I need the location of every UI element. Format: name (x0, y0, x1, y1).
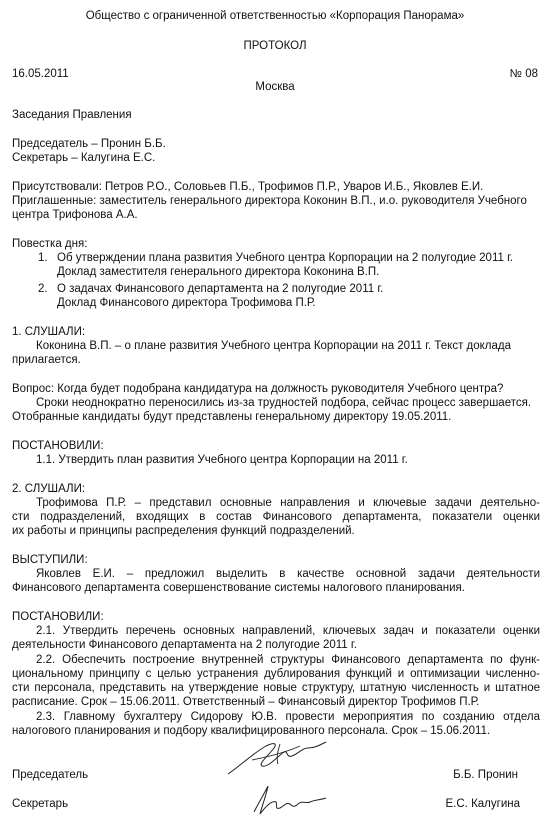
spoke-title: ВЫСТУПИЛИ: (12, 554, 88, 566)
decision-2-3: налогового планирования и подбору квалифицированного персонала. Срок – 15.06.2011. (12, 725, 491, 737)
section-1-heard-text: прилагается. (12, 354, 81, 366)
section-2-heard-text: их работы и принципы распределения функций подразделений. (12, 525, 355, 537)
section-2-heard-text: сти подразделений, входящих в состав Финансового департамента, показатели оценки (12, 511, 540, 523)
city: Москва (255, 81, 295, 93)
decision-2-3: 2.3. Главному бухгалтеру Сидорову Ю.В. провести мероприятия по созданию отдела (36, 711, 540, 723)
spoke-text: Финансового департамента совершенствование системы налогового планирования. (12, 582, 465, 594)
chairman-name: Б.Б. Пронин (453, 769, 518, 781)
decision-1-1: 1.1. Утвердить план развития Учебного центра Корпорации на 2011 г. (36, 454, 408, 466)
decision-2-1: 2.1. Утвердить перечень основных направлений, ключевых задач и показатели оценки (36, 625, 540, 637)
invited-line-2: центра Трифонова А.А. (12, 209, 138, 221)
meeting-type: Заседания Правления (12, 109, 132, 121)
secretary-name: Е.С. Калугина (445, 798, 520, 810)
spoke-text: Яковлев Е.И. – предложил выделить в качестве основной задачи деятельности (36, 568, 540, 580)
chairman-line: Председатель – Пронин Б.Б. (12, 138, 166, 150)
invited-line-1: Приглашенные: заместитель генерального директора Коконин В.П., и.о. руководителя Учебного (12, 195, 527, 207)
decision-2-2: расписание. Срок – 15.06.2011. Ответственный – Финансовый директор Трофимов П.Р. (12, 696, 480, 708)
agenda-item-text: О задачах Финансового департамента на 2 полугодие 2011 г. (57, 283, 384, 295)
organization-name: Общество с ограниченной ответственностью «Корпорация Панорама» (85, 10, 465, 22)
section-1-heard-text: Коконина В.П. – о плане развития Учебного центра Корпорации на 2011 г. Текст доклада (36, 340, 512, 352)
agenda-item-text: Доклад Финансового директора Трофимова П.Р. (57, 297, 316, 309)
decision-2-1: деятельности Финансового департамента на 2 полугодие 2011 г. (12, 639, 357, 651)
document-date: 16.05.2011 (12, 68, 69, 80)
secretary-role: Секретарь (12, 798, 69, 810)
document-number: № 08 (509, 68, 538, 80)
section-2-heard-title: 2. СЛУШАЛИ: (12, 483, 86, 495)
agenda-item-text: Доклад заместителя генерального директора Коконина В.П. (57, 266, 380, 278)
secretary-line: Секретарь – Калугина Е.С. (12, 152, 156, 164)
section-1-heard-title: 1. СЛУШАЛИ: (12, 326, 86, 338)
section-2-heard-text: Трофимова П.Р. – представил основные направления и ключевые задачи деятельно- (36, 497, 540, 509)
section-2-decided-title: ПОСТАНОВИЛИ: (12, 611, 104, 623)
agenda-title: Повестка дня: (12, 238, 88, 250)
question-line: Вопрос: Когда будет подобрана кандидатура на должность руководителя Учебного центра? (12, 383, 504, 395)
present-line: Присутствовали: Петров Р.О., Соловьев П.Б., Трофимов П.Р., Уваров И.Б., Яковлев Е.И. (12, 181, 484, 193)
chairman-role: Председатель (12, 769, 89, 781)
agenda-item-number: 1. (38, 252, 48, 264)
answer-line: Сроки неоднократно переносились из-за трудностей подбора, сейчас процесс завершается. (36, 397, 532, 409)
document-title: ПРОТОКОЛ (243, 40, 307, 52)
decision-2-2: циональному принципу с целью устранения дублирования функций и оптимизации численно- (12, 668, 540, 680)
section-1-decided-title: ПОСТАНОВИЛИ: (12, 440, 104, 452)
agenda-item-number: 2. (38, 283, 48, 295)
decision-2-2: сти персонала, представить на утверждение новые структуру, штатную численность и штатное (12, 682, 540, 694)
agenda-item-text: Об утверждении плана развития Учебного центра Корпорации на 2 полугодие 2011 г. (57, 252, 514, 264)
answer-line: Отобранные кандидаты будут представлены генеральному директору 19.05.2011. (12, 411, 452, 423)
decision-2-2: 2.2. Обеспечить построение внутренней структуры Финансового департамента по функ- (36, 654, 540, 666)
